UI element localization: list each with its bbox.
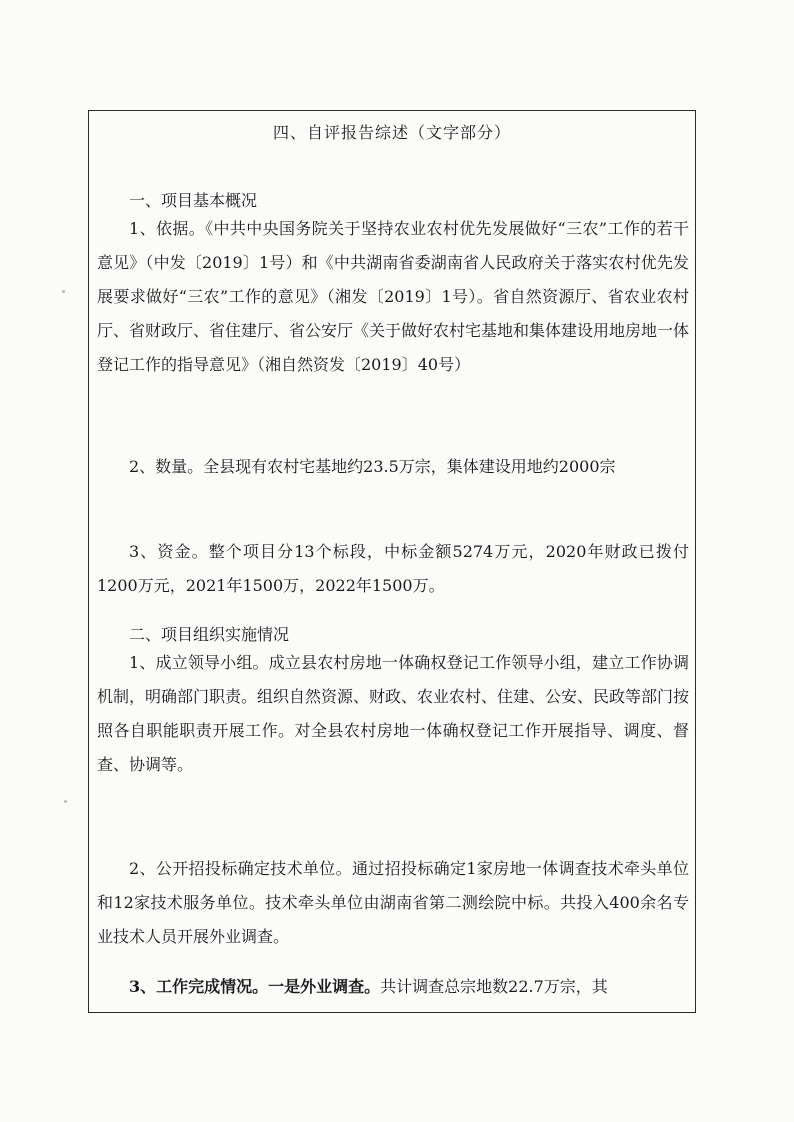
progress-lead: 3、工作完成情况。一是外业调查。 [129, 977, 381, 996]
paragraph-leadership: 1、成立领导小组。成立县农村房地一体确权登记工作领导小组，建立工作协调机制，明确部门职责。组织自然资源、财政、农业农村、住建、公安、民政等部门按照各自职能职责开展工作。对全县农村房地一体确权登记工作开展指导、调度、督查、协调等。 [97, 653, 690, 774]
paragraph-quantity: 2、数量。全县现有农村宅基地约23.5万宗，集体建设用地约2000宗 [129, 457, 616, 476]
progress-rest: 共计调查总宗地数22.7万宗，其 [380, 977, 608, 996]
section-heading-1: 一、项目基本概况 [129, 191, 258, 210]
scan-speck [64, 800, 67, 803]
section-heading-2: 二、项目组织实施情况 [129, 625, 290, 644]
scan-speck [62, 290, 65, 293]
paragraph-funds: 3、资金。整个项目分13个标段，中标金额5274万元，2020年财政已拨付1200万元，2021年1500万，2022年1500万。 [97, 542, 689, 595]
paragraph-progress [97, 970, 689, 1004]
paragraph-basis: 1、依据。《中共中央国务院关于坚持农业农村优先发展做好“三农”工作的若干意见》（中发〔2019〕1号）和《中共湖南省委湖南省人民政府关于落实农村优先发展要求做好“三农”工作的意见》（湘发〔2019〕1号）。省自然资源厅、省农业农村厅、省财政厅、省住建厅、省公安厅《关于做好农村宅基地和集体建设用地房地一体登记工作的指导意见》（湘自然资发〔2019〕40号） [97, 219, 690, 374]
page-title: 四、自评报告综述（文字部分） [272, 123, 511, 142]
paragraph-tender: 2、公开招投标确定技术单位。通过招投标确定1家房地一体调查技术牵头单位和12家技术服务单位。技术牵头单位由湖南省第二测绘院中标。共投入400余名专业技术人员开展外业调查。 [97, 859, 689, 946]
